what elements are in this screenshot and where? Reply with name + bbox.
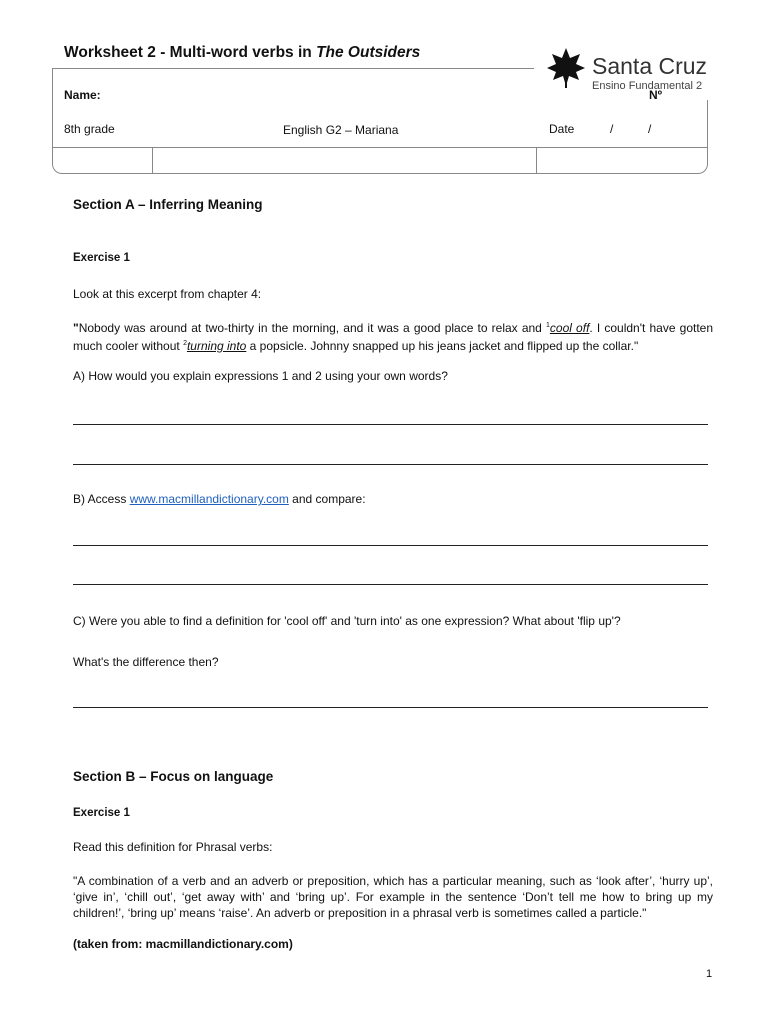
page-number: 1 [706,968,713,980]
section-b-exercise: Exercise 1 [73,807,130,819]
name-label: Name: [64,88,101,102]
date-slash: / [610,122,614,136]
number-label: Nº [649,88,663,102]
date-slash: / [648,122,652,136]
question-c: C) Were you able to find a definition for 'cool off' and 'turn into' as one expression? What about 'flip up'? [73,614,621,628]
excerpt-quote: "Nobody was around at two-thirty in the morning, and it was a good place to relax and $^1$cool off. I couldn't have gotten much cooler without $^2$turning into a popsicle. Johnny snapped up his jeans jacket and flipped up the collar." [73,321,714,353]
macmillan-link[interactable]: www.macmillandictionary.com [129,492,289,506]
section-a-title: Section A – Inferring Meaning [73,197,263,212]
worksheet-title: Worksheet 2 - Multi-word verbs in The Outsiders [64,44,421,61]
header-divider [52,147,708,148]
answer-line[interactable] [73,463,708,465]
date-label: Date [549,122,575,136]
answer-line[interactable] [73,423,708,425]
answer-line[interactable] [73,706,708,708]
phrasal-verb-definition: "A combination of a verb and an adverb or preposition, which has a particular meaning, such as ‘look after’, ‘hurry up’, ‘give in’, ‘chill out’, ‘get away with’ and ‘bring up’. For example in the sentence ‘Don’t tell me how to bring up my children!’, ‘bring up’ means ‘raise’. An adverb or preposition in a phrasal verb is sometimes called a particle." [73,874,713,920]
section-b-title: Section B – Focus on language [73,769,274,784]
header-cell-divider [152,147,153,173]
section-a-exercise: Exercise 1 [73,252,130,264]
definition-source: (taken from: macmillandictionary.com) [73,937,293,951]
question-a: A) How would you explain expressions 1 and 2 using your own words? [73,369,448,383]
leaf-icon [546,46,586,88]
answer-line[interactable] [73,583,708,585]
section-b-instruction: Read this definition for Phrasal verbs: [73,840,273,854]
answer-line[interactable] [73,544,708,546]
brand-name: Santa Cruz [592,53,708,79]
section-a-instruction: Look at this excerpt from chapter 4: [73,287,262,301]
header-cell-divider [536,147,537,173]
course-label: English G2 – Mariana [283,123,399,137]
question-b: B) Access www.macmillandictionary.com and compare: [73,492,366,506]
grade-label: 8th grade [64,122,115,136]
question-c-followup: What's the difference then? [73,655,219,669]
header-top-line [52,68,534,69]
brand-subtitle: Ensino Fundamental 2 [592,80,703,92]
